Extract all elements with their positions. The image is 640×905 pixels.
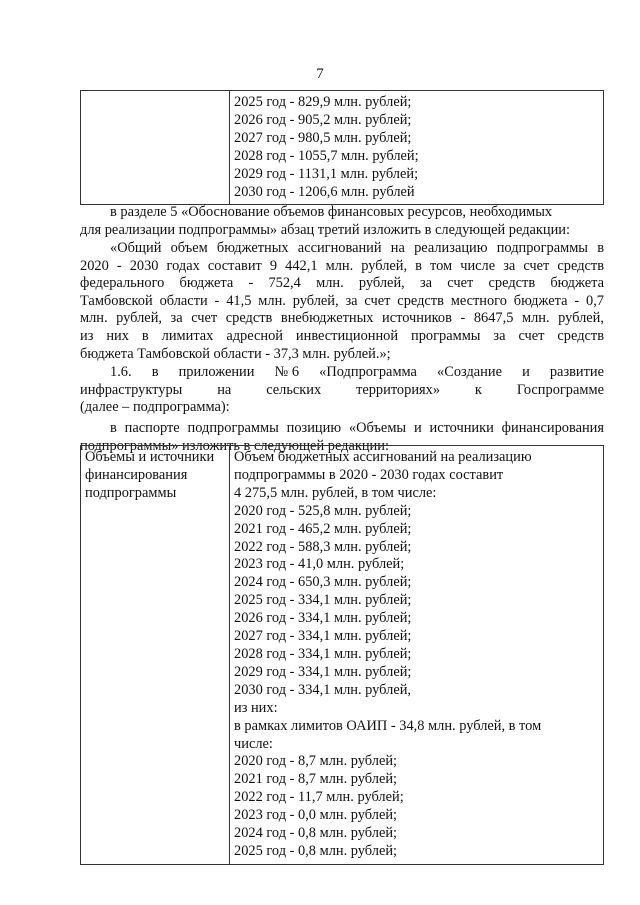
funding-line: 2023 год - 41,0 млн. рублей;: [234, 556, 405, 573]
paragraph-line: бюджета Тамбовской области - 37,3 млн. рублей.»;: [80, 345, 391, 362]
funding-line: 2028 год - 1055,7 млн. рублей;: [234, 147, 419, 164]
row-header-line: финансирования: [85, 466, 188, 483]
funding-line: 2024 год - 0,8 млн. рублей;: [234, 825, 398, 842]
table-funding-left-cell: [81, 446, 230, 865]
paragraph-section5: [80, 204, 604, 239]
row-header-line: Объемы и источники: [85, 449, 215, 465]
funding-line: 2026 год - 905,2 млн. рублей;: [234, 111, 412, 128]
table-continuation: [80, 90, 604, 205]
word: приложении: [178, 364, 255, 380]
word: № 6: [274, 364, 300, 380]
funding-line: числе:: [234, 735, 273, 752]
paragraph-quote: [80, 240, 604, 363]
word: развитие: [549, 364, 604, 380]
funding-line: 2026 год - 334,1 млн. рублей;: [234, 610, 412, 627]
word: и: [522, 364, 530, 380]
row-header-line: подпрограммы: [85, 484, 177, 501]
funding-line: 2022 год - 588,3 млн. рублей;: [234, 538, 412, 555]
funding-line: 2021 год - 465,2 млн. рублей;: [234, 520, 412, 537]
word: в: [151, 364, 159, 380]
paragraph-line: подпрограммы» изложить в следующей редакции:: [80, 437, 389, 454]
funding-line: 2022 год - 11,7 млн. рублей;: [234, 789, 404, 806]
word: 1.6.: [110, 364, 132, 380]
paragraph-line: в разделе 5 «Обоснование объемов финансовых ресурсов, необходимых: [110, 204, 553, 220]
funding-line: Объем бюджетных ассигнований на реализацию: [234, 449, 532, 465]
funding-line: подпрограммы в 2020 - 2030 годах составит: [234, 466, 504, 483]
funding-line: 2025 год - 334,1 млн. рублей;: [234, 592, 412, 609]
funding-line: 4 275,5 млн. рублей, в том числе:: [234, 484, 437, 501]
paragraph-line: федерального бюджета - 752,4 млн. рублей, за счет средств бюджета: [80, 275, 604, 292]
funding-line: из них:: [234, 699, 278, 716]
funding-line: 2023 год - 0,0 млн. рублей;: [234, 807, 398, 824]
funding-line: 2025 год - 829,9 млн. рублей;: [234, 94, 412, 110]
paragraph-line: инфраструктуры на сельских территориях» к Госпрограмме: [80, 381, 604, 398]
table-continuation-right-cell: [230, 91, 604, 205]
funding-line: 2029 год - 1131,1 млн. рублей;: [234, 165, 419, 182]
funding-line: 2021 год - 8,7 млн. рублей;: [234, 771, 398, 788]
paragraph-line: (далее – подпрограмма):: [80, 399, 230, 416]
funding-line: 2028 год - 334,1 млн. рублей;: [234, 645, 412, 662]
funding-line: 2025 год - 0,8 млн. рублей;: [234, 842, 398, 859]
page-number: 7: [316, 66, 324, 82]
paragraph-line: 2020 - 2030 годах составит 9 442,1 млн. рублей, в том числе за счет средств: [80, 257, 604, 274]
word: «Подпрограмма: [319, 364, 417, 380]
funding-line: 2020 год - 525,8 млн. рублей;: [234, 502, 412, 519]
paragraph-item-1-6: [80, 364, 604, 417]
paragraph-line: из них в лимитах адресной инвестиционной программы за счет средств: [80, 327, 604, 344]
funding-line: в рамках лимитов ОАИП - 34,8 млн. рублей, в том: [234, 717, 542, 734]
paragraph-line: «Общий объем бюджетных ассигнований на реализацию подпрограммы в: [110, 240, 604, 256]
funding-line: 2030 год - 1206,6 млн. рублей: [234, 183, 415, 200]
funding-line: 2027 год - 334,1 млн. рублей;: [234, 628, 412, 645]
table-funding-right-cell: [230, 446, 604, 865]
table-funding: [80, 445, 604, 865]
word: «Создание: [437, 364, 502, 380]
funding-line: 2027 год - 980,5 млн. рублей;: [234, 129, 412, 146]
paragraph-line: для реализации подпрограммы» абзац третий изложить в следующей редакции:: [80, 221, 571, 238]
paragraph-line: млн. рублей, за счет средств внебюджетных источников - 8647,5 млн. рублей,: [80, 310, 604, 327]
funding-line: 2024 год - 650,3 млн. рублей;: [234, 574, 412, 591]
funding-line: 2020 год - 8,7 млн. рублей;: [234, 753, 398, 770]
funding-line: 2030 год - 334,1 млн. рублей,: [234, 681, 412, 698]
table-continuation-left-cell: [81, 91, 230, 205]
paragraph-line: в паспорте подпрограммы позицию «Объемы и источники финансирования: [110, 420, 604, 436]
paragraph-line: Тамбовской области - 41,5 млн. рублей, за счет средств местного бюджета - 0,7: [80, 292, 604, 309]
funding-line: 2029 год - 334,1 млн. рублей;: [234, 663, 412, 680]
